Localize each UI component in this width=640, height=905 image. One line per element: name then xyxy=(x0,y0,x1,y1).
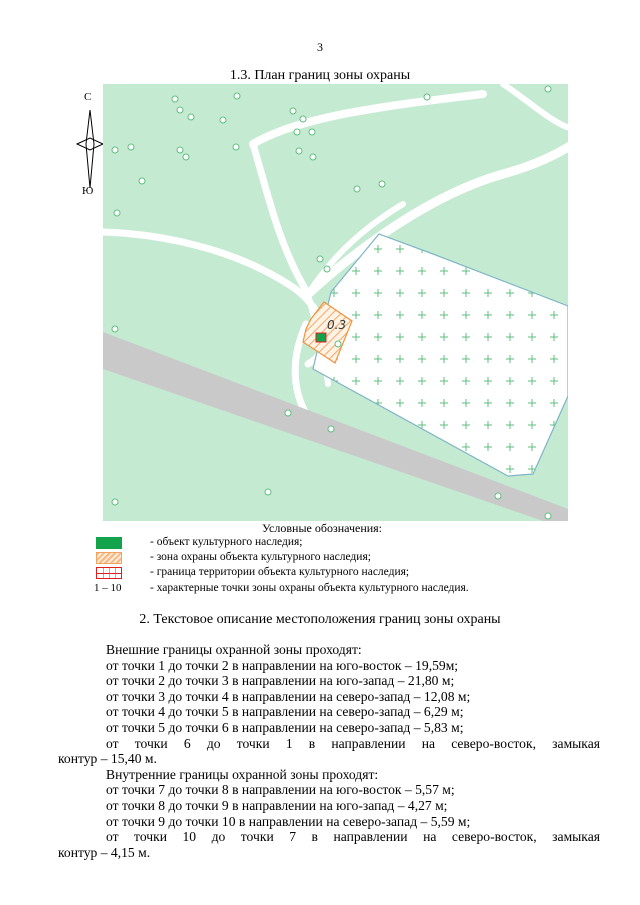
section-title: 2. Текстовое описание местоположения границ зоны охраны xyxy=(139,612,501,627)
boundary-map xyxy=(103,84,568,521)
legend-item: - зона охраны объекта культурного наследия; xyxy=(150,551,371,563)
inner-line: от точки 7 до точки 8 в направлении на юго-восток – 5,57 м; xyxy=(106,782,455,798)
outer-line: от точки 5 до точки 6 в направлении на северо-запад – 5,83 м; xyxy=(106,719,464,735)
inner-line: от точки 9 до точки 10 в направлении на северо-запад – 5,59 м; xyxy=(106,813,471,829)
inner-line: от точки 8 до точки 9 в направлении на юго-запад – 4,27 м; xyxy=(106,797,448,813)
outer-line: от точки 1 до точки 2 в направлении на юго-восток – 19,59м; xyxy=(106,657,459,673)
compass-north-label: С xyxy=(84,91,92,103)
inner-last-line-cont: контур – 4,15 м. xyxy=(58,844,151,860)
legend-points-symbol: 1 – 10 xyxy=(94,582,122,594)
zone-label: 0.3 xyxy=(327,318,347,332)
inner-heading: Внутренние границы охранной зоны проходят: xyxy=(106,766,379,782)
plan-title: 1.3. План границ зоны охраны xyxy=(229,68,411,83)
compass-south-label: Ю xyxy=(82,185,94,197)
outer-last-line: от точки 6 до точки 1 в направлении на северо-восток, замыкая xyxy=(106,735,600,751)
outer-last-line-cont: контур – 15,40 м. xyxy=(58,751,157,767)
boundary-description xyxy=(58,642,600,860)
legend-item: - характерные точки зоны охраны объекта культурного наследия. xyxy=(150,582,469,594)
inner-last-line: от точки 10 до точки 7 в направлении на северо-восток, замыкая xyxy=(106,829,600,845)
legend-item: - объект культурного наследия; xyxy=(150,536,303,548)
legend-territory-boundary-swatch xyxy=(96,567,122,579)
legend-item: - граница территории объекта культурного наследия; xyxy=(150,566,410,578)
outer-line: от точки 3 до точки 4 в направлении на северо-запад – 12,08 м; xyxy=(106,688,471,704)
outer-heading: Внешние границы охранной зоны проходят: xyxy=(106,642,362,657)
legend-protection-zone-swatch xyxy=(96,552,122,564)
page-number: 3 xyxy=(317,40,323,54)
legend-heritage-object-swatch xyxy=(96,537,122,549)
outer-line: от точки 4 до точки 5 в направлении на северо-запад – 6,29 м; xyxy=(106,704,464,720)
legend-title: Условные обозначения: xyxy=(262,521,383,535)
outer-line: от точки 2 до точки 3 в направлении на юго-запад – 21,80 м; xyxy=(106,673,455,689)
